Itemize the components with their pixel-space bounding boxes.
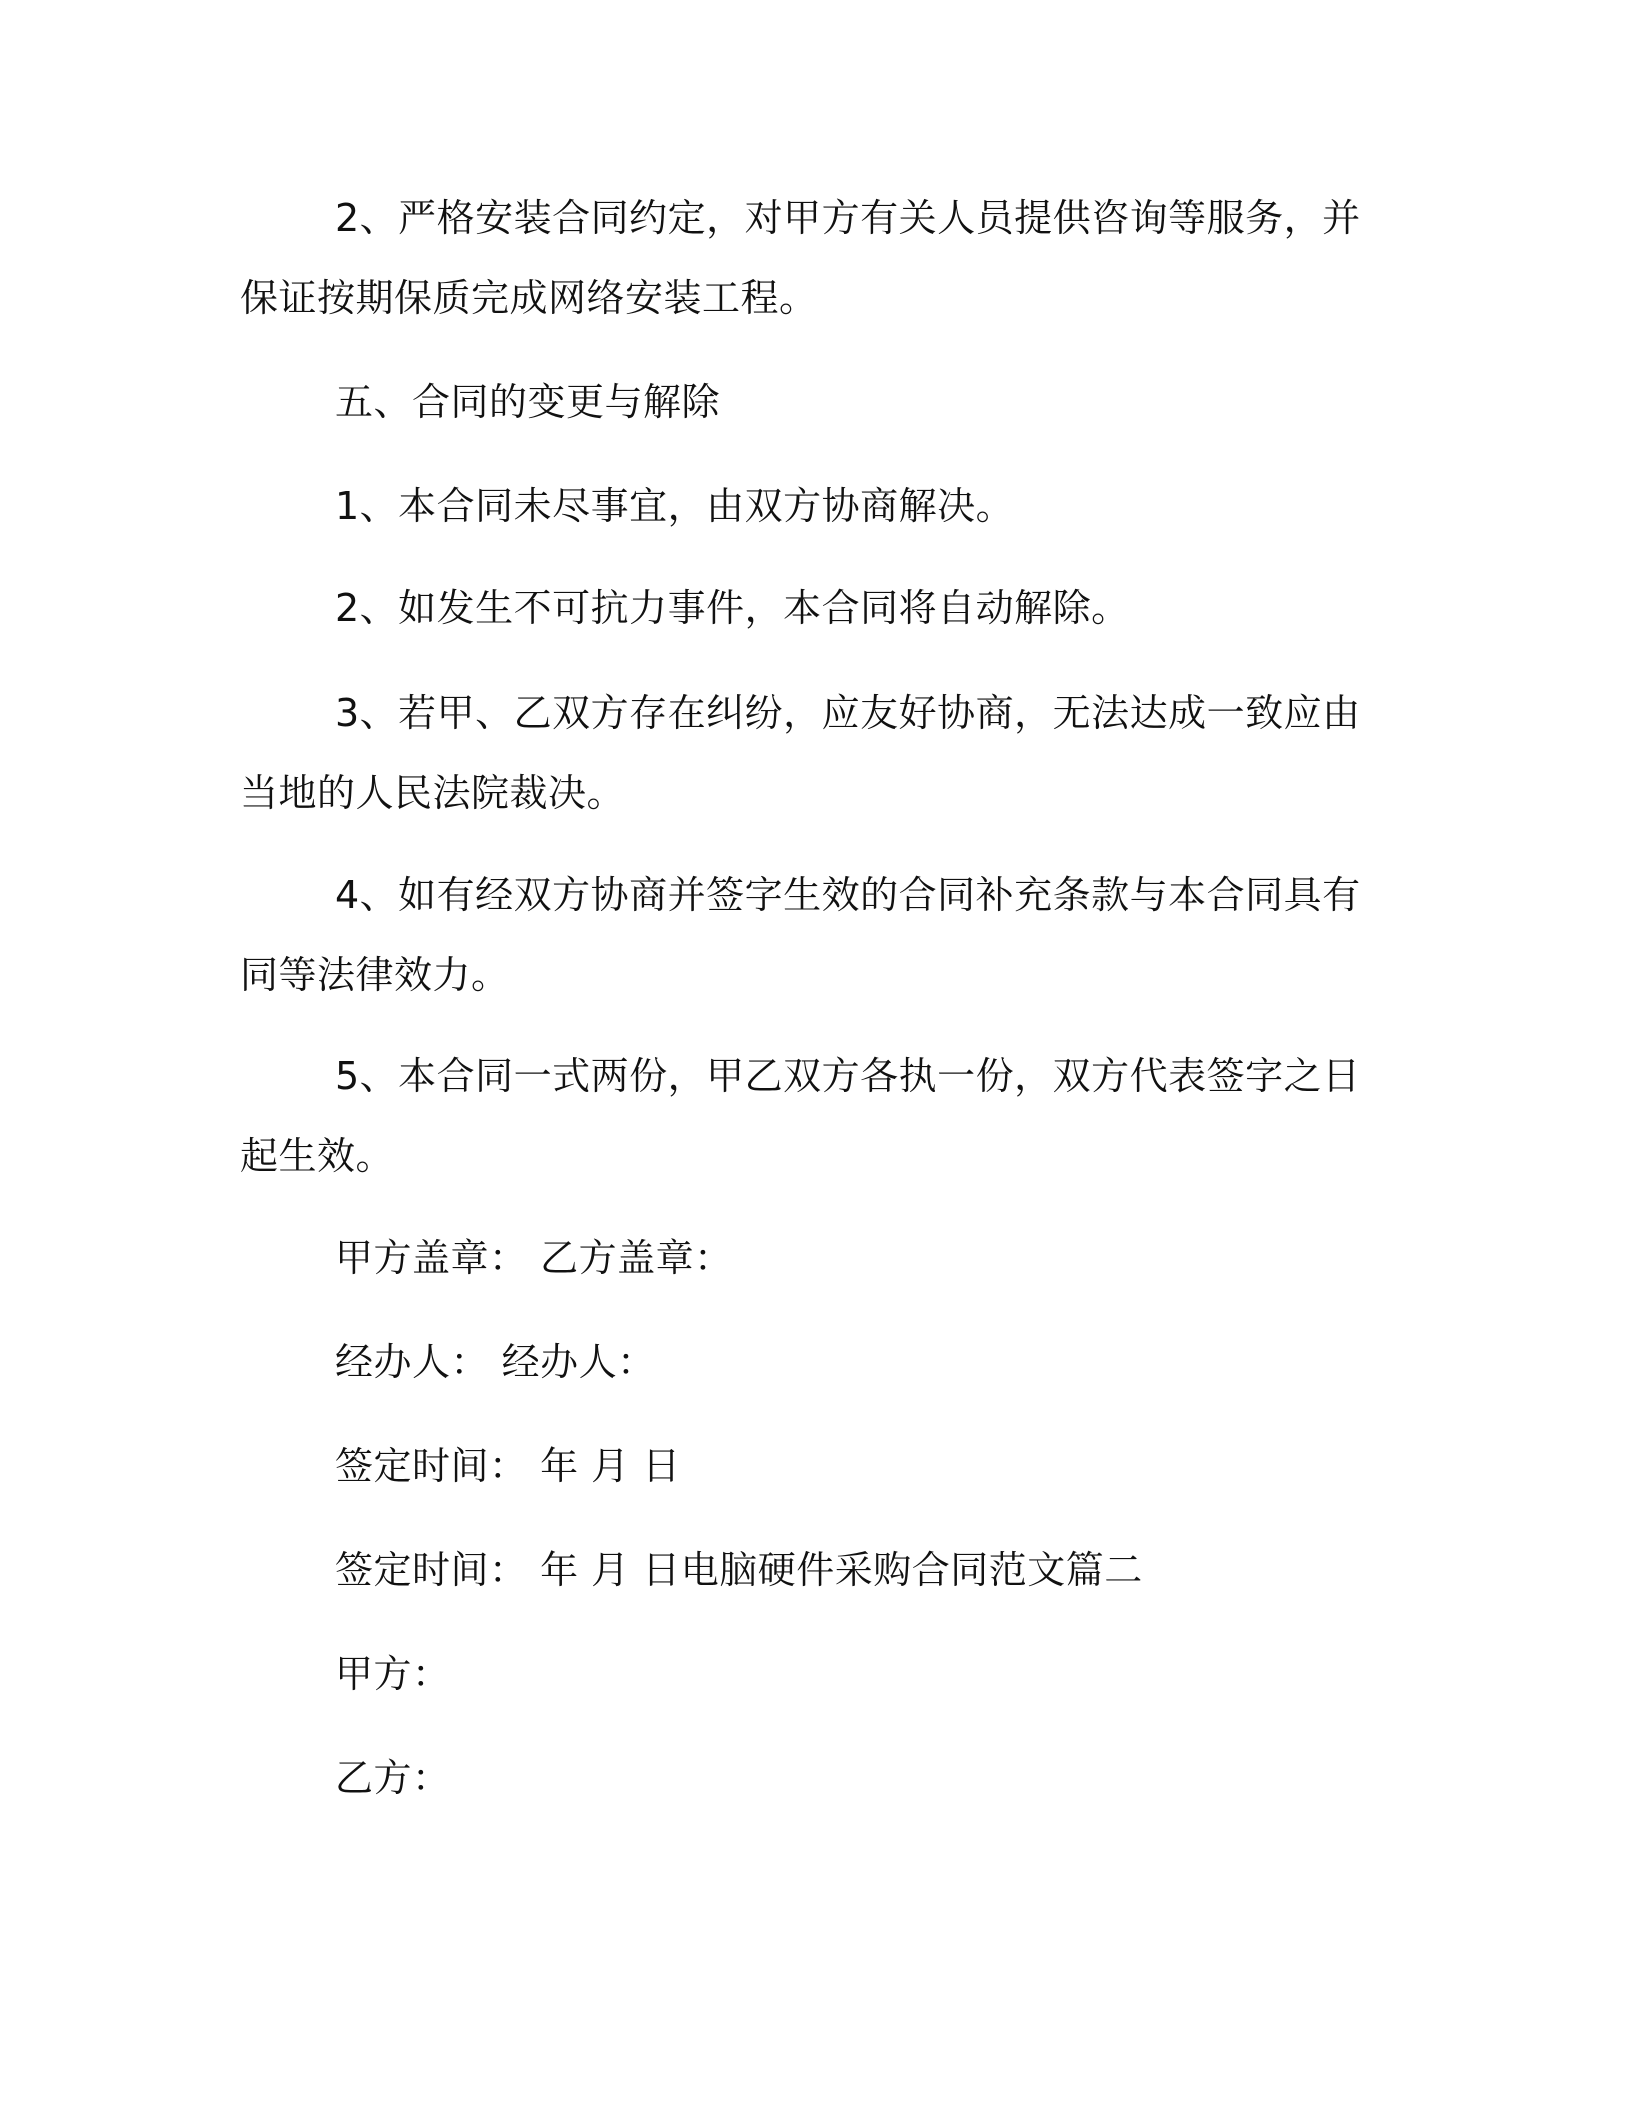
- clause-force-majeure: 2、如发生不可抗力事件，本合同将自动解除。: [335, 586, 1130, 630]
- clause-unresolved-matters: 1、本合同未尽事宜，由双方协商解决。: [335, 484, 1015, 528]
- clause-service-guarantee: 2、严格安装合同约定，对甲方有关人员提供咨询等服务，并保证按期保质完成网络安装工程。: [240, 196, 1361, 320]
- signature-seals-line: 甲方盖章： 乙方盖章：: [335, 1236, 733, 1280]
- signature-handlers-line: 经办人： 经办人：: [335, 1340, 656, 1384]
- clause-copies-effectiveness: 5、本合同一式两份，甲乙双方各执一份，双方代表签字之日起生效。: [240, 1054, 1361, 1178]
- signing-date-next-title-line: 签定时间： 年 月 日电脑硬件采购合同范文篇二: [335, 1548, 1143, 1592]
- section-heading-change-termination: 五、合同的变更与解除: [335, 380, 721, 424]
- clause-dispute-resolution: 3、若甲、乙双方存在纠纷，应友好协商，无法达成一致应由当地的人民法院裁决。: [240, 691, 1361, 815]
- signing-date-line: 签定时间： 年 月 日: [335, 1444, 681, 1488]
- party-b-line: 乙方：: [335, 1756, 451, 1800]
- party-a-line: 甲方：: [335, 1652, 451, 1696]
- clause-supplementary-terms: 4、如有经双方协商并签字生效的合同补充条款与本合同具有同等法律效力。: [240, 873, 1361, 997]
